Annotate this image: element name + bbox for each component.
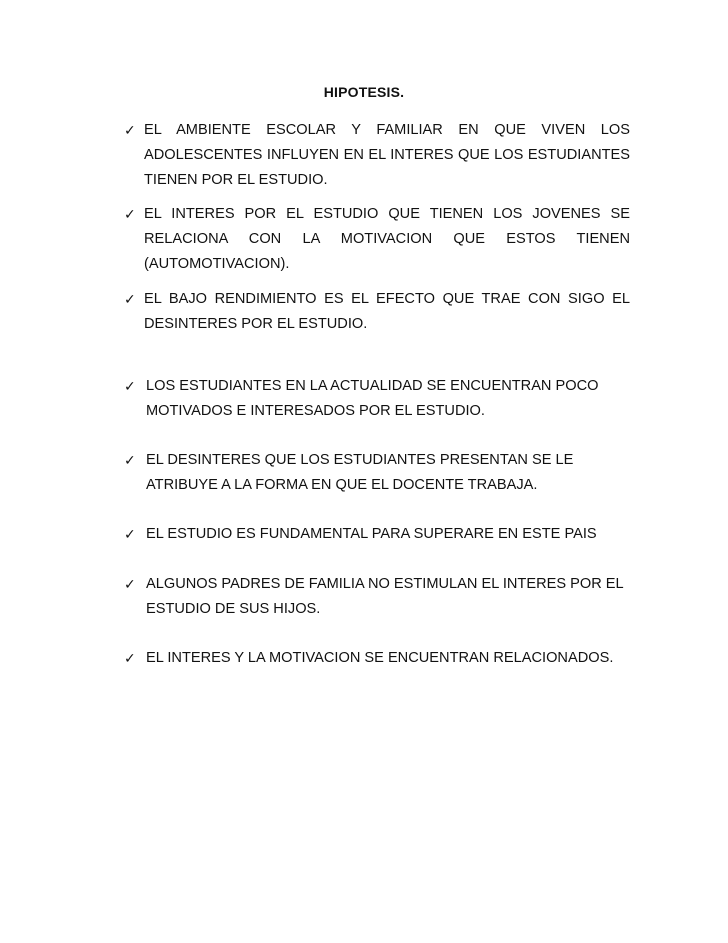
- item-line: ALGUNOS PADRES DE FAMILIA NO ESTIMULAN EL INTERES POR EL: [146, 576, 624, 592]
- item-line: DESINTERES POR EL ESTUDIO.: [144, 316, 368, 332]
- checkmark-icon: ✓: [124, 206, 136, 222]
- page-title: HIPOTESIS.: [323, 84, 405, 100]
- item-line: EL ESTUDIO ES FUNDAMENTAL PARA SUPERARE EN ESTE PAIS: [146, 526, 597, 542]
- item-line: EL INTERES Y LA MOTIVACION SE ENCUENTRAN RELACIONADOS.: [146, 650, 614, 666]
- item-line: LOS ESTUDIANTES EN LA ACTUALIDAD SE ENCUENTRAN POCO: [146, 378, 599, 394]
- hypothesis-item-6: [124, 522, 597, 547]
- item-line: TIENEN POR EL ESTUDIO.: [144, 172, 328, 188]
- hypothesis-item-5: [124, 448, 573, 498]
- hypothesis-item-8: [124, 646, 613, 671]
- checkmark-icon: ✓: [124, 526, 136, 542]
- checkmark-icon: ✓: [124, 122, 136, 138]
- checkmark-icon: ✓: [124, 576, 136, 592]
- checkmark-icon: ✓: [124, 291, 136, 307]
- hypothesis-item-7: [124, 572, 624, 622]
- checkmark-icon: ✓: [124, 452, 136, 468]
- item-line: RELACIONA CON LA MOTIVACION QUE ESTOS TIENEN: [144, 231, 630, 247]
- checkmark-icon: ✓: [124, 378, 136, 394]
- item-line: ESTUDIO DE SUS HIJOS.: [146, 601, 321, 617]
- item-line: EL DESINTERES QUE LOS ESTUDIANTES PRESENTAN SE LE: [146, 452, 574, 468]
- item-line: (AUTOMOTIVACION).: [144, 256, 290, 272]
- item-line: ATRIBUYE A LA FORMA EN QUE EL DOCENTE TRABAJA.: [146, 477, 538, 493]
- hypothesis-item-1: [124, 118, 630, 193]
- item-line: MOTIVADOS E INTERESADOS POR EL ESTUDIO.: [146, 403, 485, 419]
- hypothesis-item-4: [124, 374, 599, 424]
- item-line: ADOLESCENTES INFLUYEN EN EL INTERES QUE LOS ESTUDIANTES: [144, 147, 630, 163]
- item-line: EL AMBIENTE ESCOLAR Y FAMILIAR EN QUE VIVEN LOS: [144, 122, 630, 138]
- hypothesis-item-2: [124, 202, 630, 277]
- item-line: EL BAJO RENDIMIENTO ES EL EFECTO QUE TRAE CON SIGO EL: [144, 291, 630, 307]
- checkmark-icon: ✓: [124, 650, 136, 666]
- hypothesis-item-3: [124, 287, 630, 337]
- item-line: EL INTERES POR EL ESTUDIO QUE TIENEN LOS JOVENES SE: [144, 206, 630, 222]
